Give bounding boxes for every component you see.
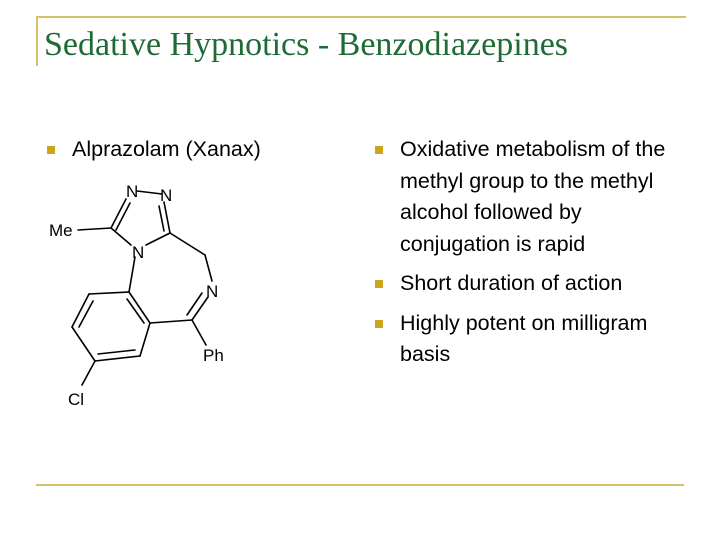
list-item <box>372 134 687 260</box>
square-bullet-icon <box>375 280 383 288</box>
top-rule <box>36 16 686 18</box>
bullet-text: Highly potent on milligram basis <box>400 310 648 366</box>
left-rule <box>36 16 38 66</box>
atom-label: N <box>206 282 219 301</box>
square-bullet-icon <box>375 146 383 154</box>
bullet-text: Alprazolam (Xanax) <box>72 137 261 161</box>
square-bullet-icon <box>375 320 383 328</box>
atom-label: N <box>132 243 145 262</box>
square-bullet-icon <box>47 146 55 154</box>
atom-label: Me <box>49 221 73 240</box>
slide-title: Sedative Hypnotics - Benzodiazepines <box>44 26 569 63</box>
right-bullet-list <box>372 134 687 379</box>
list-item <box>44 134 324 166</box>
bullet-text: Short duration of action <box>400 271 623 295</box>
list-item <box>372 268 687 300</box>
bottom-rule <box>36 484 684 486</box>
list-item <box>372 308 687 371</box>
atom-label: N <box>160 186 173 205</box>
atom-label: Cl <box>68 390 85 409</box>
alprazolam-structure <box>40 175 240 410</box>
left-bullet-list <box>44 134 324 174</box>
atom-label: N <box>126 182 139 201</box>
atom-label: Ph <box>203 346 224 365</box>
bullet-text: Oxidative metabolism of the methyl group to the methyl alcohol followed by conjugation is rapid <box>400 137 666 256</box>
